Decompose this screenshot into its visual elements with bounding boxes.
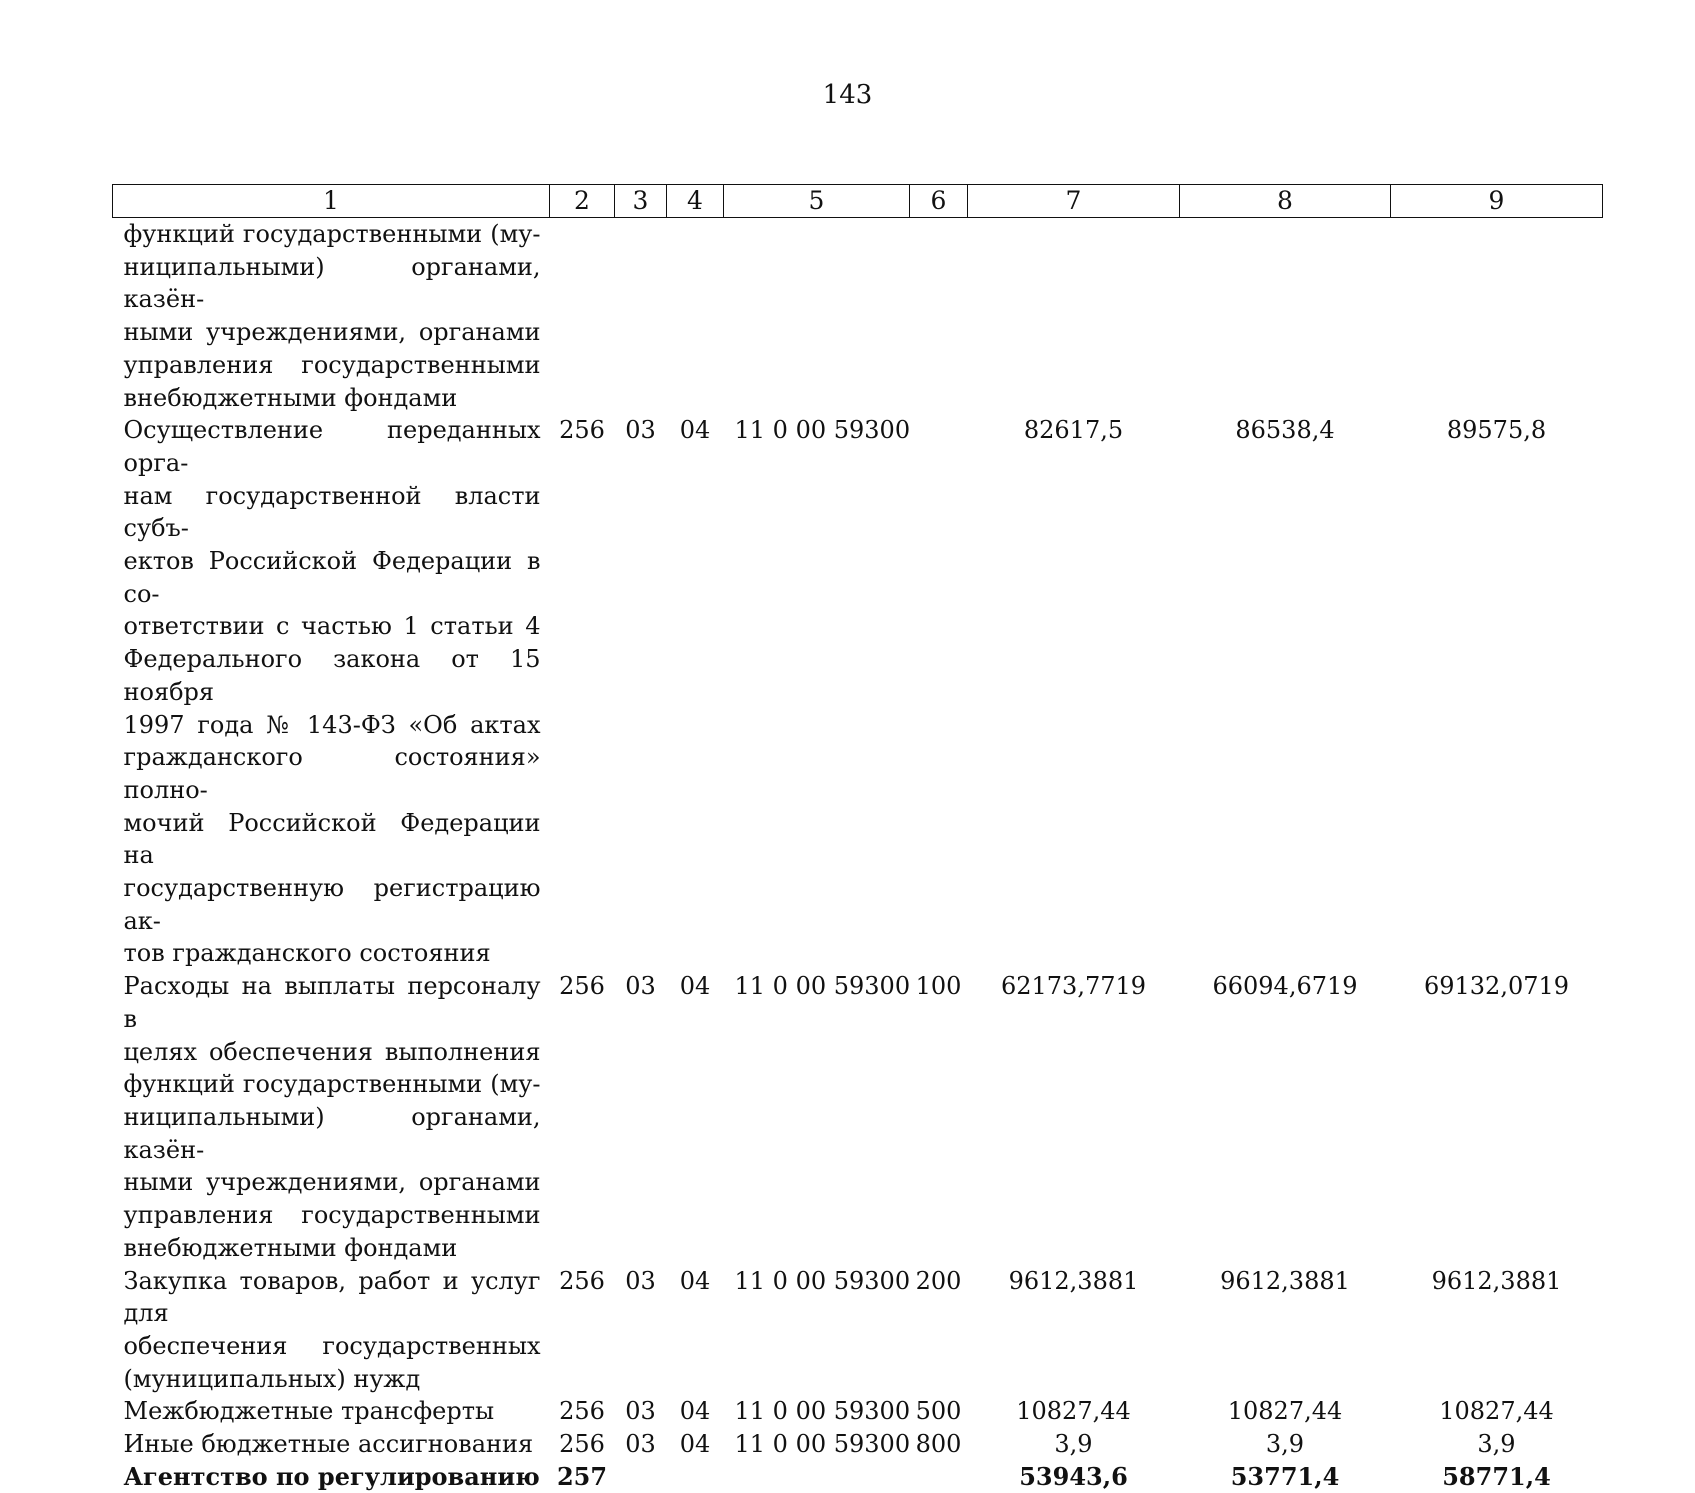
cell-target-article: 11 0 00 59300	[724, 1428, 910, 1461]
cell-amount-year-3: 69132,0719	[1391, 970, 1603, 1264]
table-row	[113, 414, 1603, 970]
cell-organization-code: 256	[550, 414, 615, 970]
cell-amount-year-2: 9612,3881	[1180, 1265, 1391, 1396]
cell-target-article: 11 0 00 59300	[724, 970, 910, 1264]
cell-amount-year-2: 53771,4	[1180, 1461, 1391, 1493]
cell-section: 03	[615, 414, 667, 970]
header-col-6: 6	[910, 185, 968, 218]
cell-target-article	[724, 1461, 910, 1493]
cell-amount-year-3: 3,9	[1391, 1428, 1603, 1461]
cell-expense-type: 800	[910, 1428, 968, 1461]
cell-amount-year-2	[1180, 218, 1391, 415]
header-col-5: 5	[724, 185, 910, 218]
cell-target-article: 11 0 00 59300	[724, 1265, 910, 1396]
cell-amount-year-3: 10827,44	[1391, 1395, 1603, 1428]
description-line: функций государственными (му-	[124, 1068, 541, 1101]
cell-subsection	[667, 218, 724, 415]
description-line: ектов Российской Федерации в со-	[124, 545, 541, 610]
cell-organization-code: 256	[550, 1265, 615, 1396]
header-col-2: 2	[550, 185, 615, 218]
cell-expense-type: 200	[910, 1265, 968, 1396]
description-line: мочий Российской Федерации на	[124, 807, 541, 872]
description-line: ными учреждениями, органами	[124, 316, 541, 349]
cell-organization-code	[550, 218, 615, 415]
description-line: ответствии с частью 1 статьи 4	[124, 610, 541, 643]
description-line: обеспечения государственных	[124, 1330, 541, 1363]
cell-amount-year-1: 10827,44	[968, 1395, 1180, 1428]
cell-amount-year-3	[1391, 218, 1603, 415]
cell-expense-type: 500	[910, 1395, 968, 1428]
cell-subsection: 04	[667, 1265, 724, 1396]
description-line: управления государственными	[124, 1199, 541, 1232]
header-col-1: 1	[113, 185, 550, 218]
cell-description	[113, 1395, 550, 1428]
description-line: внебюджетными фондами	[124, 1232, 541, 1265]
cell-description	[113, 414, 550, 970]
description-line: управления государственными	[124, 349, 541, 382]
cell-section: 03	[615, 1428, 667, 1461]
cell-expense-type	[910, 414, 968, 970]
cell-amount-year-3: 58771,4	[1391, 1461, 1603, 1493]
cell-description	[113, 1428, 550, 1461]
description-line: Иные бюджетные ассигнования	[124, 1428, 541, 1461]
cell-organization-code: 257	[550, 1461, 615, 1493]
table-header	[113, 185, 1603, 218]
description-line: нам государственной власти субъ-	[124, 480, 541, 545]
cell-subsection: 04	[667, 970, 724, 1264]
cell-amount-year-3: 89575,8	[1391, 414, 1603, 970]
cell-target-article: 11 0 00 59300	[724, 414, 910, 970]
table-body	[113, 218, 1603, 1493]
cell-target-article	[724, 218, 910, 415]
header-col-4: 4	[667, 185, 724, 218]
description-line: ниципальными) органами, казён-	[124, 1101, 541, 1166]
description-line: внебюджетными фондами	[124, 382, 541, 415]
cell-section	[615, 1461, 667, 1493]
budget-table	[112, 184, 1603, 1493]
cell-section: 03	[615, 1265, 667, 1396]
description-line: ными учреждениями, органами	[124, 1166, 541, 1199]
description-line: Закупка товаров, работ и услуг для	[124, 1265, 541, 1330]
cell-section: 03	[615, 1395, 667, 1428]
cell-amount-year-1: 9612,3881	[968, 1265, 1180, 1396]
cell-description	[113, 970, 550, 1264]
cell-amount-year-2: 86538,4	[1180, 414, 1391, 970]
cell-expense-type	[910, 1461, 968, 1493]
table-row	[113, 970, 1603, 1264]
cell-organization-code: 256	[550, 1395, 615, 1428]
description-line: функций государственными (му-	[124, 218, 541, 251]
description-line: ниципальными) органами, казён-	[124, 251, 541, 316]
description-line: Межбюджетные трансферты	[124, 1395, 541, 1428]
cell-description	[113, 1461, 550, 1493]
description-line: (муниципальных) нужд	[124, 1363, 541, 1396]
cell-description	[113, 218, 550, 415]
page-number: 143	[0, 80, 1695, 110]
cell-subsection	[667, 1461, 724, 1493]
header-row	[113, 185, 1603, 218]
cell-subsection: 04	[667, 414, 724, 970]
cell-amount-year-1: 82617,5	[968, 414, 1180, 970]
cell-subsection: 04	[667, 1428, 724, 1461]
cell-subsection: 04	[667, 1395, 724, 1428]
cell-amount-year-2: 66094,6719	[1180, 970, 1391, 1264]
cell-amount-year-1	[968, 218, 1180, 415]
cell-amount-year-1: 3,9	[968, 1428, 1180, 1461]
description-line: гражданского состояния» полно-	[124, 741, 541, 806]
description-line: 1997 года № 143-ФЗ «Об актах	[124, 709, 541, 742]
cell-amount-year-2: 3,9	[1180, 1428, 1391, 1461]
cell-expense-type: 100	[910, 970, 968, 1264]
cell-section	[615, 218, 667, 415]
header-col-3: 3	[615, 185, 667, 218]
table-row	[113, 218, 1603, 415]
description-line: тов гражданского состояния	[124, 937, 541, 970]
cell-organization-code: 256	[550, 970, 615, 1264]
description-line: Федерального закона от 15 ноября	[124, 643, 541, 708]
table-row	[113, 1461, 1603, 1493]
table-row	[113, 1428, 1603, 1461]
cell-amount-year-1: 53943,6	[968, 1461, 1180, 1493]
cell-target-article: 11 0 00 59300	[724, 1395, 910, 1428]
cell-amount-year-1: 62173,7719	[968, 970, 1180, 1264]
description-line: Осуществление переданных орга-	[124, 414, 541, 479]
header-col-7: 7	[968, 185, 1180, 218]
description-line: Агентство по регулированию	[124, 1461, 541, 1493]
cell-section: 03	[615, 970, 667, 1264]
cell-expense-type	[910, 218, 968, 415]
description-line: целях обеспечения выполнения	[124, 1036, 541, 1069]
cell-organization-code: 256	[550, 1428, 615, 1461]
cell-amount-year-3: 9612,3881	[1391, 1265, 1603, 1396]
header-col-8: 8	[1180, 185, 1391, 218]
cell-description	[113, 1265, 550, 1396]
table-row	[113, 1395, 1603, 1428]
table-row	[113, 1265, 1603, 1396]
cell-amount-year-2: 10827,44	[1180, 1395, 1391, 1428]
description-line: Расходы на выплаты персоналу в	[124, 970, 541, 1035]
description-line: государственную регистрацию ак-	[124, 872, 541, 937]
header-col-9: 9	[1391, 185, 1603, 218]
